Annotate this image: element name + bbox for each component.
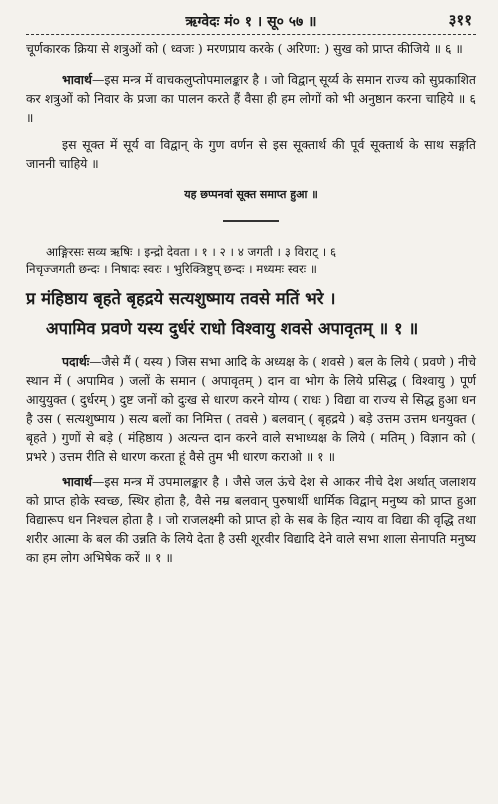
rishi-devata-line-1: आङ्गिरसः सव्य ऋषिः । इन्द्रो देवता । १ । २ । ४ जगती । ३ विराट् । ६ (46, 245, 337, 259)
bhavarth-paragraph-1 (26, 70, 476, 127)
sukta-closing-note: यह छप्पनवां सूक्त समाप्त हुआ ॥ (184, 188, 318, 201)
padarth-label: पदार्थः (62, 354, 90, 369)
bhavarth-paragraph-2 (26, 472, 476, 567)
page-number: ३११ (448, 11, 472, 29)
mantra-line-1: प्र मंहिष्ठाय बृहते बृहद्रये सत्यशुष्माय तवसे मतिं भरे । (26, 289, 336, 308)
bhavarth-text-2: —इस मन्त्र में उपमालङ्कार है । जैसे जल ऊंचे देश से आकर नीचे देश अर्थात् जलाशय को प्राप्त होके स्वच्छ, स्थिर होता है, वैसे नम्र बलवान् पुरुषार्थी धार्मिक विद्वान् मनुष्य को प्राप्त हुआ विद्यारूप धन निश्चल होता है । जो राजलक्ष्मी को प्राप्त हो के सब के हित न्याय वा विद्या की वृद्धि तथा शरीर आत्मा के बल की उन्नति के लिये देता है उसी शूरवीर विद्यादि देने वाले सभा शाला सेनापति मनुष्य का हम लोग अभिषेक करें ॥ १ ॥ (26, 474, 476, 565)
mantra-line-2: अपामिव प्रवणे यस्य दुर्धरं राधो विश्वायु शवसे अपावृतम् ॥ १ ॥ (46, 319, 419, 338)
running-title: ऋग्वेदः मं० १ । सू० ५७ ॥ (185, 14, 317, 30)
padarth-paragraph (26, 352, 476, 466)
section-separator (223, 220, 279, 222)
bhavarth-text-1: —इस मन्त्र में वाचकलुप्तोपमालङ्कार है । जो विद्वान् सूर्य्य के समान राज्य को सुप्रकाशित कर शत्रुओं को निवार के प्रजा का पालन करते हैं वैसा ही हम लोगों को भी अनुष्ठान करना चाहिये ॥ ६ ॥ (26, 72, 476, 125)
mantra-block (26, 284, 476, 344)
page-header (26, 0, 476, 34)
sukta-summary: इस सूक्त में सूर्य वा विद्वान् के गुण वर्णन से इस सूक्तार्थ की पूर्व सूक्तार्थ के साथ सङ्गति जाननी चाहिये ॥ (26, 137, 476, 171)
header-rule (26, 34, 476, 35)
bhavarth-label-1: भावार्थ (62, 72, 92, 87)
bhavarth-label-2: भावार्थ (62, 474, 92, 489)
padarth-text: —जैसे मैं ( यस्य ) जिस सभा आदि के अध्यक्ष के ( शवसे ) बल के लिये ( प्रवणे ) नीचे स्थान में ( अपामिव ) जलों के समान ( अपावृतम् ) दान वा भोग के लिये प्रसिद्ध ( विश्वायु ) पूर्ण आयुयुक्त ( दुर्धरम् ) दुष्ट जनों को दुःख से धारण करने योग्य ( राधः ) विद्या वा राज्य से सिद्ध हुआ धन है उस ( सत्यशुष्माय ) सत्य बलों का निमित्त ( तवसे ) बलवान् ( बृहद्रये ) बड़े उत्तम उत्तम धनयुक्त ( बृहते ) गुणों से बड़े ( मंहिष्ठाय ) अत्यन्त दान करने वाले सभाध्यक्ष के लिये ( मतिम् ) विज्ञान को ( प्रभरे ) उत्तम रीति से धारण करता हूं वैसे तुम भी धारण कराओ ॥ १ ॥ (26, 354, 476, 464)
rishi-devata-line-2: निचृज्जगती छन्दः । निषादः स्वरः । भुरिक्त्रिष्टुप् छन्दः । मध्यमः स्वरः ॥ (26, 262, 317, 276)
top-paragraph: चूर्णकारक क्रिया से शत्रुओं को ( ध्वजः ) मरणप्राय करके ( अरिणा: ) सुख को प्राप्त कीजिये ॥ ६ ॥ (26, 41, 463, 56)
